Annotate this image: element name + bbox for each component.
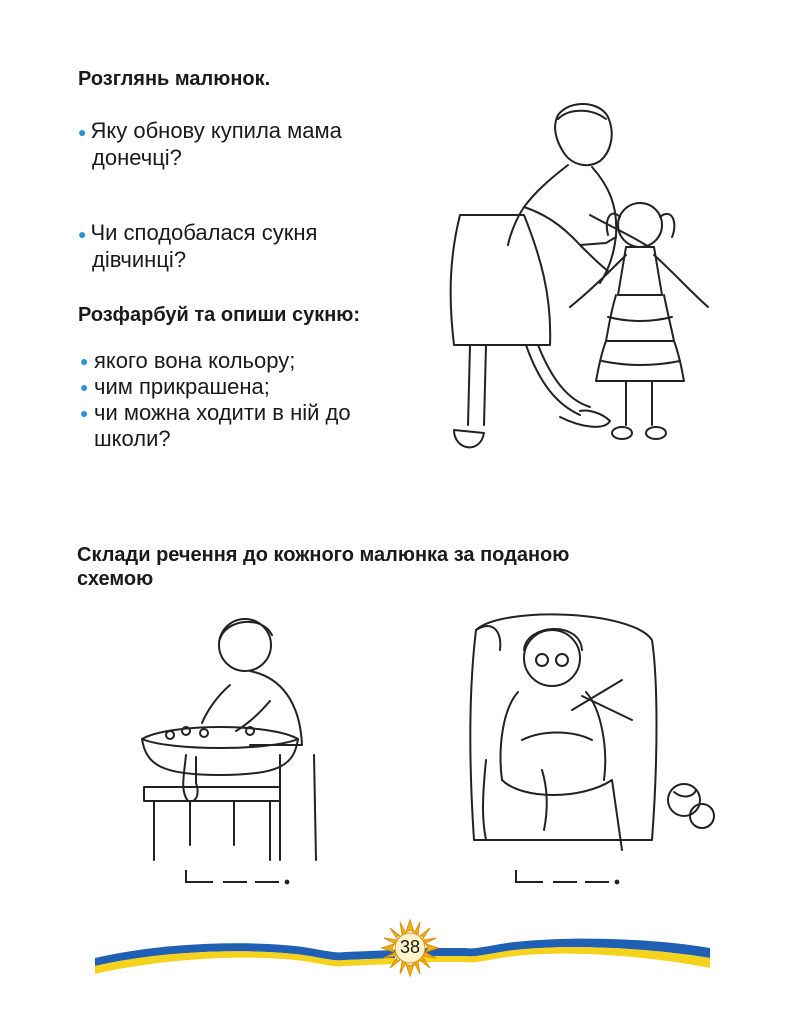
boy-washing-illustration bbox=[130, 605, 340, 870]
question-2-line-2: дівчинці? bbox=[92, 247, 187, 273]
mother-daughter-illustration bbox=[440, 95, 740, 465]
bullet-icon: ● bbox=[80, 405, 89, 421]
question-2-line-1: Чи сподобалася сукня bbox=[90, 220, 318, 245]
heading-look-at-picture: Розглянь малюнок. bbox=[78, 68, 271, 90]
list-item: ● чи можна ходити в ній до bbox=[80, 400, 351, 425]
bullet-icon: ● bbox=[78, 124, 87, 141]
list-item: ● чим прикрашена; bbox=[80, 374, 270, 399]
subheading-color-dress: Розфарбуй та опиши сукню: bbox=[78, 304, 361, 326]
bullet-icon: ● bbox=[78, 226, 87, 243]
sentence-scheme-1 bbox=[183, 868, 293, 888]
question-2 bbox=[78, 220, 317, 273]
grandmother-knitting-illustration bbox=[462, 600, 722, 870]
dress-questions-list bbox=[80, 348, 420, 452]
list-item: школи? bbox=[94, 426, 171, 451]
bullet-icon: ● bbox=[80, 353, 89, 369]
heading-line-1: Склади речення до кожного малюнка за поданою bbox=[77, 544, 570, 566]
heading-line-2: схемою bbox=[77, 568, 154, 590]
question-1-line-2: донечці? bbox=[92, 145, 182, 171]
heading-make-sentences bbox=[77, 543, 569, 591]
page-number: 38 bbox=[399, 937, 421, 957]
question-1-line-1: Яку обнову купила мама bbox=[90, 118, 342, 143]
sentence-scheme-2 bbox=[513, 868, 623, 888]
bullet-icon: ● bbox=[80, 379, 89, 395]
list-item: ● якого вона кольору; bbox=[80, 348, 296, 373]
question-1 bbox=[78, 118, 342, 171]
